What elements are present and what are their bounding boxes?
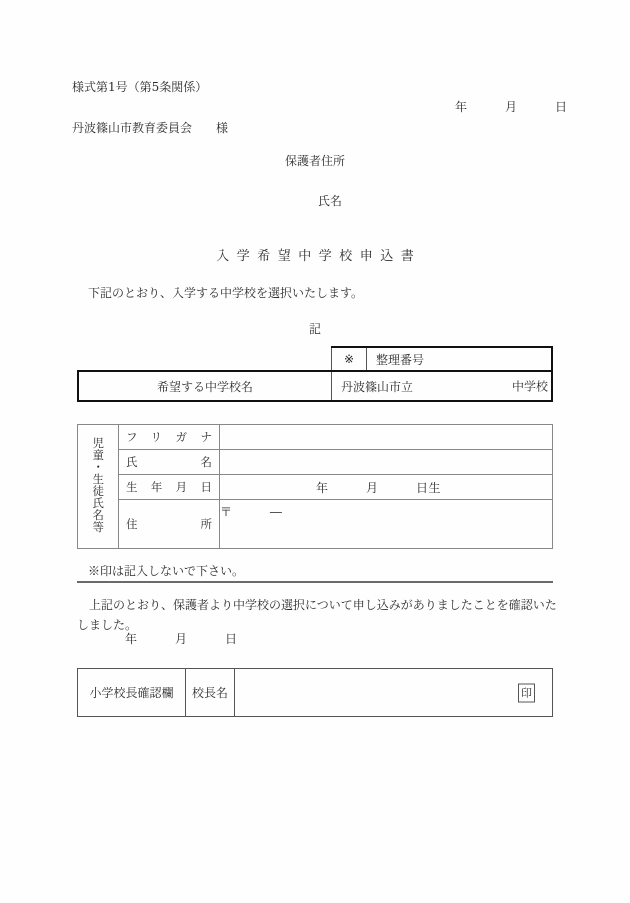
student-section-vertical-label: [78, 425, 119, 549]
reference-number-cell[interactable]: [367, 347, 553, 371]
confirmation-date-field[interactable]: 年 月 日: [125, 632, 238, 646]
school-choice-table: [77, 346, 553, 402]
reference-number-label: 整理番号: [376, 352, 425, 367]
address-label: 住所: [119, 500, 220, 549]
furigana-row: [78, 425, 553, 450]
school-suffix-label: 中学校: [512, 379, 549, 394]
furigana-input[interactable]: [220, 425, 553, 450]
vertical-label-text: 児童・生徒氏名等: [91, 437, 106, 533]
school-name-row: [78, 371, 552, 401]
student-info-table: [77, 424, 553, 549]
section-divider: [77, 581, 553, 583]
postal-dash-separator: ―: [269, 505, 282, 519]
student-name-input[interactable]: [220, 450, 553, 475]
birthdate-label: 生年月日: [119, 475, 220, 500]
addressee-label: 丹波篠山市教育委員会 様: [72, 121, 229, 135]
principal-confirmation-table: [77, 668, 553, 717]
student-name-label: 氏名: [119, 450, 220, 475]
address-row: [78, 500, 553, 549]
form-code-label: 様式第1号（第5条関係）: [72, 80, 208, 94]
principal-confirmation-label: 小学校長確認欄: [78, 669, 186, 717]
address-input[interactable]: [220, 500, 553, 549]
birthdate-row: [78, 475, 553, 500]
page-title: 入学希望中学校申込書: [216, 249, 422, 264]
confirmation-paragraph: 上記のとおり、保護者より中学校の選択について申し込みがありましたことを確認いたしました。: [77, 598, 557, 632]
birthdate-input[interactable]: [220, 475, 553, 500]
kome-note: ※印は記入しないで下さい。: [88, 564, 245, 578]
guardian-address-label[interactable]: 保護者住所: [285, 154, 346, 168]
school-name-input[interactable]: [332, 371, 553, 401]
guardian-name-label[interactable]: 氏名: [318, 194, 343, 208]
school-prefix-label: 丹波篠山市立: [341, 379, 414, 394]
name-row: [78, 450, 553, 475]
reference-number-row: [78, 347, 552, 371]
ki-mark: 記: [308, 322, 321, 336]
spacer-cell: [78, 347, 332, 371]
principal-row: [78, 669, 553, 717]
header-date-field[interactable]: 年 月 日: [455, 100, 568, 114]
school-name-label: 希望する中学校名: [78, 371, 332, 401]
postal-mark-icon: 〒: [220, 505, 233, 519]
seal-stamp-icon: 印: [518, 683, 535, 702]
lead-sentence: 下記のとおり、入学する中学校を選択いたします。: [88, 286, 364, 300]
principal-name-input[interactable]: [235, 669, 553, 717]
principal-name-label: 校長名: [186, 669, 235, 717]
furigana-label: フリガナ: [119, 425, 220, 450]
kome-mark-icon: ※: [332, 347, 367, 371]
birthdate-placeholder: 年 月 日生: [316, 480, 442, 495]
